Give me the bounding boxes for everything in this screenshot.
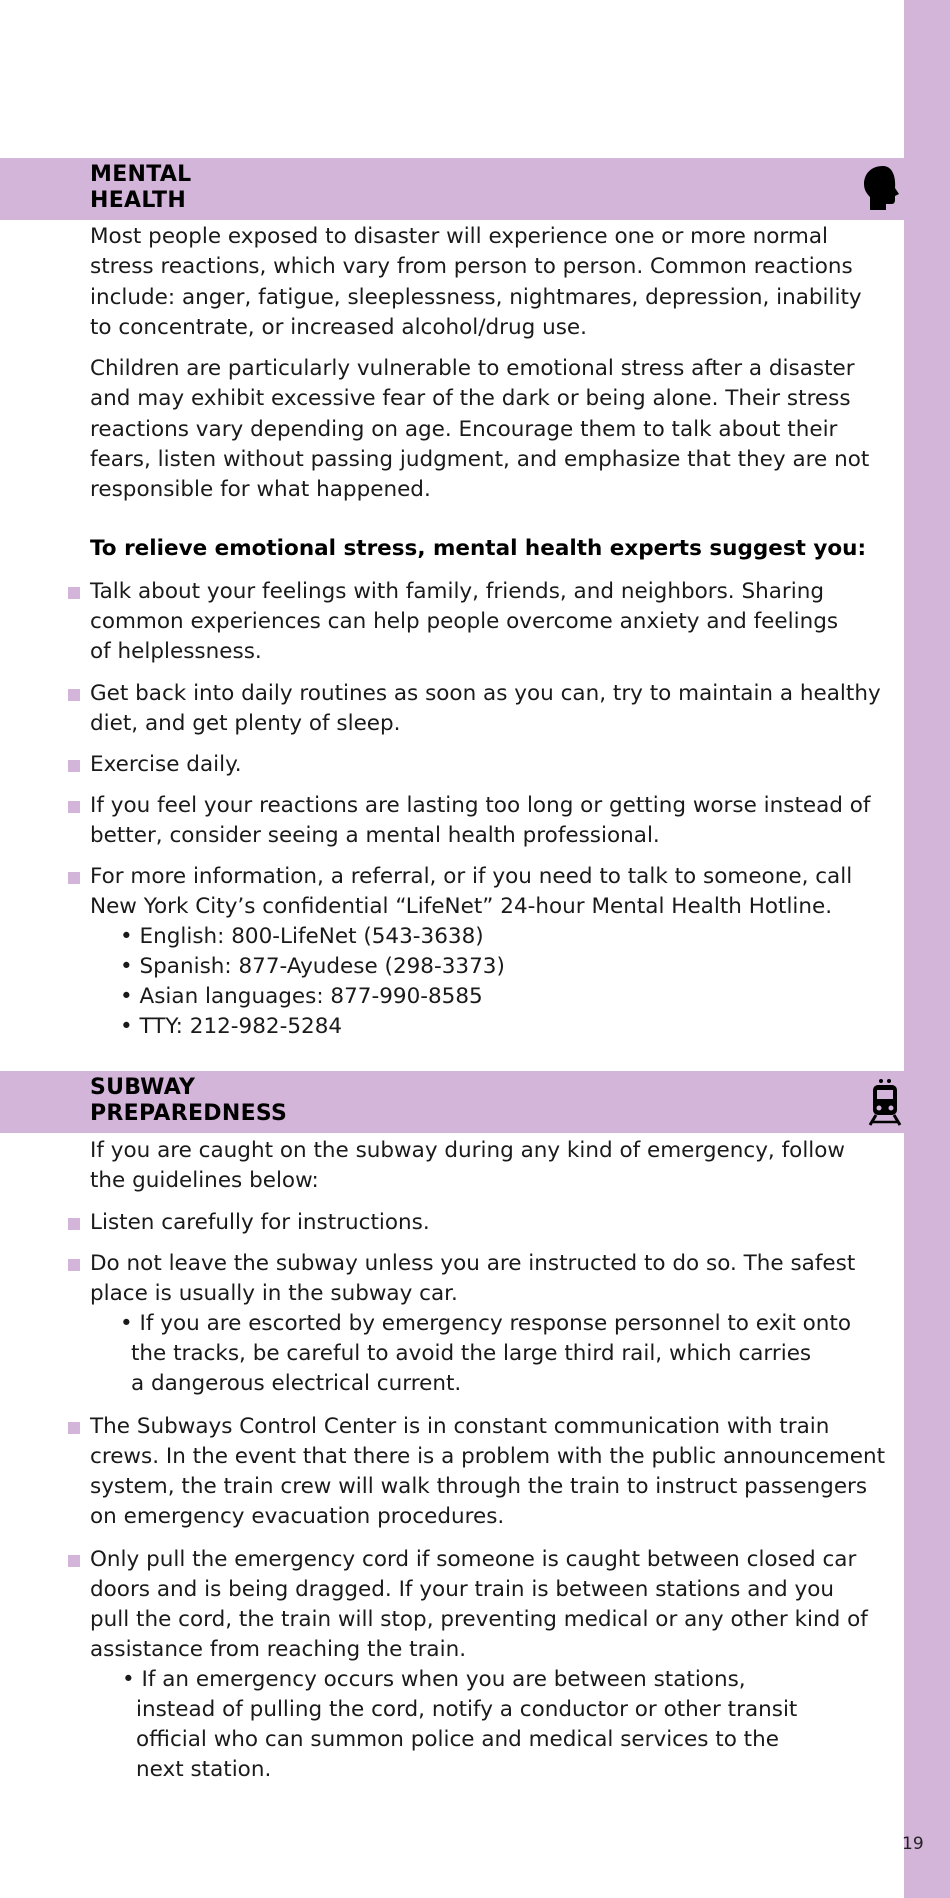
hotline-tty: • TTY: 212-982-5284: [120, 1014, 343, 1039]
list-item-line: of helplessness.: [90, 639, 262, 664]
bullet-square: [68, 689, 80, 701]
mental-health-title: [90, 162, 191, 214]
list-item-line: Listen carefully for instructions.: [90, 1210, 430, 1235]
list-item-line: The Subways Control Center is in constant communication with train: [90, 1414, 830, 1439]
bullet-square: [68, 1259, 80, 1271]
subway-intro-line: the guidelines below:: [90, 1168, 319, 1193]
bullet-square: [68, 1422, 80, 1434]
subway-intro-line: If you are caught on the subway during any kind of emergency, follow: [90, 1138, 845, 1163]
list-item-line: assistance from reaching the train.: [90, 1637, 467, 1662]
list-item-line: For more information, a referral, or if you need to talk to someone, call: [90, 864, 853, 889]
sub-bullet-line: • If an emergency occurs when you are between stations,: [122, 1667, 746, 1692]
list-item-line: Only pull the emergency cord if someone is caught between closed car: [90, 1547, 857, 1572]
title-line-2: HEALTH: [90, 188, 187, 213]
head-silhouette-icon: [862, 164, 904, 212]
mental-health-intro-2: Children are particularly vulnerable to emotional stress after a disaster and may exhibit excessive fear of the dark or being alone. Their stress reactions vary depending on age. Encourage them to talk about their fears, listen without passing judgment, and emphasize that they are not responsible for what happened.: [90, 356, 870, 503]
list-item-line: If you feel your reactions are lasting too long or getting worse instead of: [90, 793, 871, 818]
bullet-square: [68, 801, 80, 813]
title-line-1: MENTAL: [90, 162, 192, 187]
list-item-line: common experiences can help people overcome anxiety and feelings: [90, 609, 839, 634]
list-item-line: Talk about your feelings with family, friends, and neighbors. Sharing: [90, 579, 824, 604]
list-item-line: Do not leave the subway unless you are instructed to do so. The safest: [90, 1251, 856, 1276]
title-line-2: PREPAREDNESS: [90, 1101, 288, 1126]
bullet-square: [68, 760, 80, 772]
right-margin-stripe: [904, 0, 950, 1898]
sub-bullet-line: • If you are escorted by emergency response personnel to exit onto: [120, 1311, 851, 1336]
list-item-line: New York City’s confidential “LifeNet” 24-hour Mental Health Hotline.: [90, 894, 833, 919]
sub-bullet-line: a dangerous electrical current.: [131, 1371, 462, 1396]
list-item-line: Get back into daily routines as soon as you can, try to maintain a healthy: [90, 681, 881, 706]
list-item-line: pull the cord, the train will stop, preventing medical or any other kind of: [90, 1607, 868, 1632]
sub-bullet-line: next station.: [136, 1757, 272, 1782]
list-item-line: doors and is being dragged. If your train is between stations and you: [90, 1577, 835, 1602]
list-item-line: place is usually in the subway car.: [90, 1281, 458, 1306]
bullet-square: [68, 1555, 80, 1567]
list-item-line: system, the train crew will walk through the train to instruct passengers: [90, 1474, 868, 1499]
hotline-english: • English: 800-LifeNet (543-3638): [120, 924, 484, 949]
bullet-square: [68, 1218, 80, 1230]
bullet-square: [68, 872, 80, 884]
page-number: 19: [902, 1834, 924, 1854]
list-item-line: on emergency evacuation procedures.: [90, 1504, 505, 1529]
list-item-line: diet, and get plenty of sleep.: [90, 711, 401, 736]
sub-bullet-line: official who can summon police and medical services to the: [136, 1727, 779, 1752]
hotline-asian: • Asian languages: 877-990-8585: [120, 984, 483, 1009]
sub-bullet-line: instead of pulling the cord, notify a conductor or other transit: [136, 1697, 798, 1722]
subway-title: [90, 1075, 287, 1127]
train-icon: [866, 1078, 904, 1126]
bullet-square: [68, 587, 80, 599]
mental-health-intro-1: Most people exposed to disaster will experience one or more normal stress reactions, which vary from person to person. Common reactions include: anger, fatigue, sleeplessness, nightmares, depression, inability to concentrate, or increased alcohol/drug use.: [90, 224, 862, 340]
sub-bullet-line: the tracks, be careful to avoid the large third rail, which carries: [131, 1341, 812, 1366]
list-item-line: better, consider seeing a mental health professional.: [90, 823, 660, 848]
list-item-line: crews. In the event that there is a problem with the public announcement: [90, 1444, 886, 1469]
mental-health-lead: To relieve emotional stress, mental health experts suggest you:: [90, 536, 867, 561]
hotline-spanish: • Spanish: 877-Ayudese (298-3373): [120, 954, 505, 979]
title-line-1: SUBWAY: [90, 1075, 196, 1100]
list-item-line: Exercise daily.: [90, 752, 242, 777]
